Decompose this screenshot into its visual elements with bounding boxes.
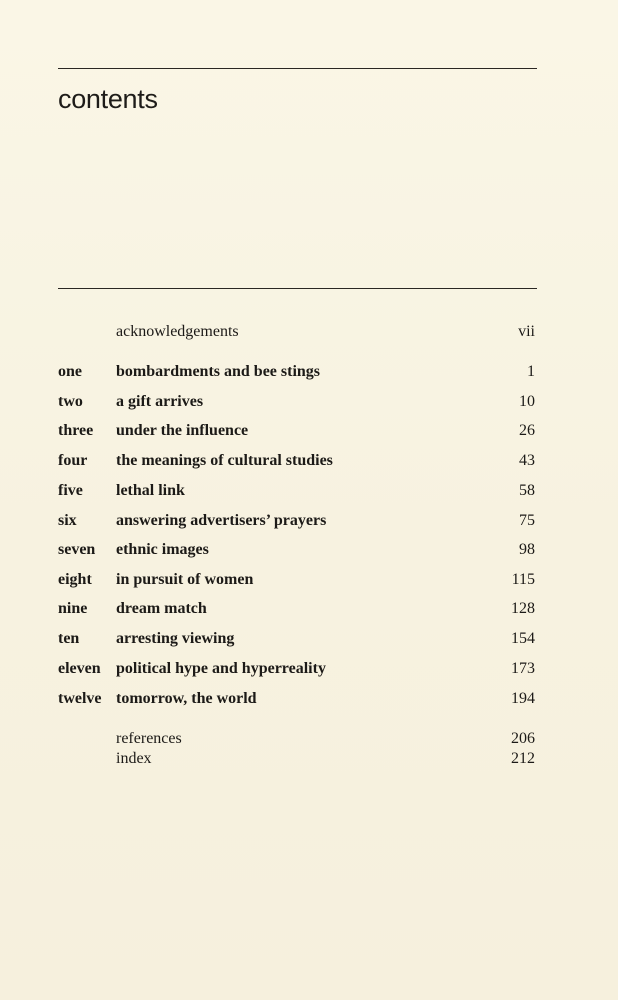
chapter-number: nine	[58, 600, 88, 617]
chapter-page: 194	[511, 690, 535, 707]
chapter-number: twelve	[58, 690, 102, 707]
toc-entry-page: vii	[518, 323, 535, 340]
chapter-number: seven	[58, 541, 96, 558]
toc-chapter-row	[58, 361, 535, 383]
chapter-page: 173	[511, 660, 535, 677]
chapter-page: 75	[519, 512, 535, 529]
toc-chapter-row	[58, 539, 535, 561]
chapter-number: six	[58, 512, 77, 529]
chapter-title: lethal link	[116, 482, 185, 499]
toc-entry-references	[58, 728, 535, 750]
chapter-number: three	[58, 422, 94, 439]
chapter-title: ethnic images	[116, 541, 209, 558]
chapter-number: one	[58, 363, 82, 380]
chapter-page: 26	[519, 422, 535, 439]
chapter-title: dream match	[116, 600, 207, 617]
toc-chapter-row	[58, 420, 535, 442]
toc-chapter-row	[58, 480, 535, 502]
chapter-page: 58	[519, 482, 535, 499]
chapter-page: 1	[527, 363, 535, 380]
chapter-title: answering advertisers’ prayers	[116, 512, 327, 529]
chapter-title: arresting viewing	[116, 630, 235, 647]
chapter-title: bombardments and bee stings	[116, 363, 321, 380]
chapter-number: ten	[58, 630, 80, 647]
toc-chapter-row	[58, 658, 535, 680]
toc-chapter-row	[58, 391, 535, 413]
chapter-title: under the influence	[116, 422, 249, 439]
chapter-number: four	[58, 452, 88, 469]
chapter-number: two	[58, 393, 83, 410]
chapter-title: tomorrow, the world	[116, 690, 257, 707]
chapter-page: 10	[519, 393, 535, 410]
toc-entry-title: references	[116, 730, 182, 747]
toc-entry-index	[58, 748, 535, 770]
chapter-title: a gift arrives	[116, 393, 204, 410]
toc-chapter-row	[58, 569, 535, 591]
toc-entry-title: index	[116, 750, 152, 767]
chapter-page: 154	[511, 630, 535, 647]
contents-heading: contents	[58, 84, 158, 114]
chapter-page: 98	[519, 541, 535, 558]
toc-entry-acknowledgements	[58, 321, 535, 343]
toc-entry-page: 212	[511, 750, 535, 767]
chapter-page: 128	[511, 600, 535, 617]
chapter-number: five	[58, 482, 83, 499]
section-rule	[58, 288, 537, 289]
chapter-title: in pursuit of women	[116, 571, 254, 588]
chapter-title: the meanings of cultural studies	[116, 452, 333, 469]
chapter-number: eight	[58, 571, 92, 588]
top-rule	[58, 68, 537, 69]
toc-entry-title: acknowledgements	[116, 323, 239, 340]
chapter-page: 115	[511, 571, 535, 588]
toc-entry-page: 206	[511, 730, 535, 747]
chapter-number: eleven	[58, 660, 101, 677]
toc-chapter-row	[58, 510, 535, 532]
toc-chapter-row	[58, 598, 535, 620]
chapter-title: political hype and hyperreality	[116, 660, 326, 677]
toc-chapter-row	[58, 450, 535, 472]
toc-chapter-row	[58, 628, 535, 650]
toc-chapter-row	[58, 688, 535, 710]
chapter-page: 43	[519, 452, 535, 469]
